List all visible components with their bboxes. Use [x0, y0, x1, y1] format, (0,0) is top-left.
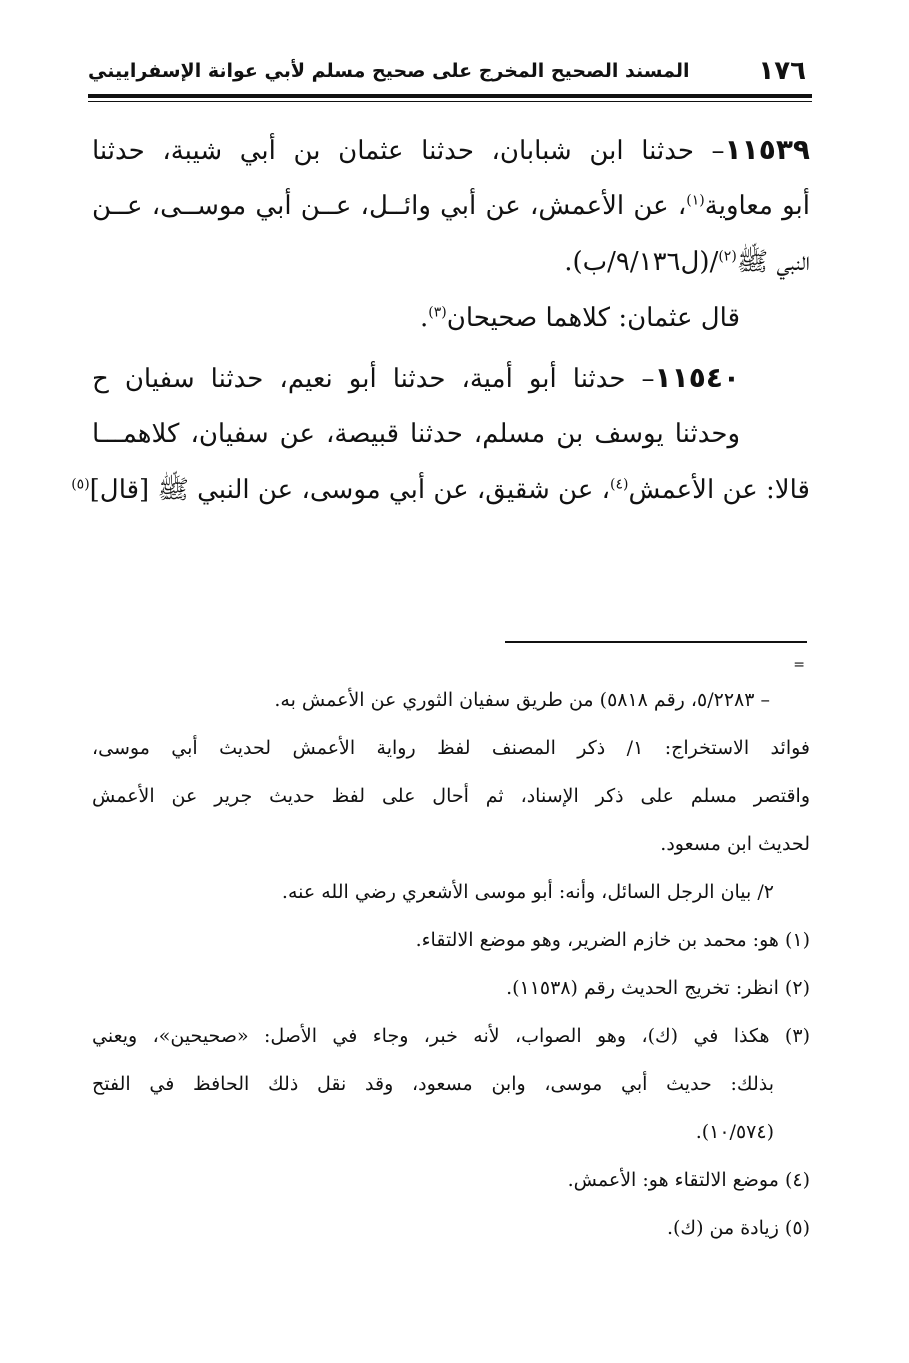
footnote-continuation: – ٥/٢٢٨٣، رقم ٥٨١٨) من طريق سفيان الثوري عن الأعمش به. [274, 689, 770, 711]
footnote-3-cont: (١٠/٥٧٤). [695, 1121, 774, 1143]
footnote-3-cont: بذلك: حديث أبي موسى، وابن مسعود، وقد نقل ذلك الحافظ في الفتح [92, 1073, 774, 1095]
hadith-11540-line-1 [92, 350, 810, 406]
footnote-ref: (٥) [71, 476, 90, 493]
footnote-3: (٣) هكذا في (ك)، وهو الصواب، لأنه خبر، وجاء في الأصل: «صحيحين»، ويعني [92, 1025, 810, 1047]
header-rule-thick [88, 94, 812, 98]
hadith-text: ، عن شقيق، عن أبي موسى، عن النبي ﷺ [قال] [89, 475, 610, 505]
footnote-1: (١) هو: محمد بن خازم الضرير، وهو موضع الالتقاء. [415, 929, 810, 951]
hadith-11540-line-2 [92, 406, 810, 462]
running-title: المسند الصحيح المخرج على صحيح مسلم لأبي عوانة الإسفراييني [88, 60, 690, 82]
hadith-11539-line-2 [92, 178, 810, 234]
hadith-11539-line-4 [92, 290, 810, 346]
hadith-11539-line-3 [92, 234, 810, 290]
hadith-text: ، عن الأعمش، عن أبي وائــل، عــن أبي موســى، عــن [92, 191, 687, 221]
footnotes [92, 676, 810, 1252]
footnote-ref: (٤) [610, 476, 629, 493]
hadith-text: أبو معاوية [704, 191, 811, 221]
benefits-line: فوائد الاستخراج: ١/ ذكر المصنف لفظ رواية الأعمش لحديث أبي موسى، [92, 737, 810, 759]
hadith-text: قالا: عن الأعمش [628, 475, 810, 505]
footnote-ref: (٢) [718, 248, 737, 265]
benefits-line: ٢/ بيان الرجل السائل، وأنه: أبو موسى الأشعري رضي الله عنه. [281, 881, 774, 903]
hadith-text: – حدثنا ابن شبابان، حدثنا عثمان بن أبي شيبة، حدثنا [92, 136, 725, 166]
header-rule-thin [88, 101, 812, 102]
page-number: ١٧٦ [758, 56, 806, 86]
benefits-line: لحديث ابن مسعود. [660, 833, 810, 855]
hadith-text: قال عثمان: كلاهما صحيحان [446, 303, 740, 333]
footnote-4: (٤) موضع الالتقاء هو: الأعمش. [567, 1169, 810, 1191]
hadith-text: النبي ﷺ [736, 247, 810, 277]
main-text [71, 122, 811, 518]
punctuation: . [420, 303, 429, 333]
footnote-2: (٢) انظر: تخريج الحديث رقم (١١٥٣٨). [506, 977, 810, 999]
continuation-mark: = [793, 657, 805, 673]
footnote-separator [505, 641, 807, 643]
footnote-5: (٥) زيادة من (ك). [666, 1217, 810, 1239]
hadith-11540-line-3 [71, 462, 810, 518]
footnote-ref: (٣) [428, 304, 447, 321]
hadith-text: وحدثنا يوسف بن مسلم، حدثنا قبيصة، عن سفيان، كلاهمـــا [92, 419, 740, 449]
hadith-text: – حدثنا أبو أمية، حدثنا أبو نعيم، حدثنا سفيان ح [92, 364, 655, 394]
manuscript-ref: /(ل٩/١٣٦/ب). [564, 247, 719, 277]
hadith-number: ١١٥٤٠ [654, 361, 740, 394]
footnote-ref: (١) [686, 192, 705, 209]
page-header [88, 52, 812, 90]
hadith-number: ١١٥٣٩ [724, 133, 810, 166]
hadith-11539-line-1 [92, 122, 810, 178]
benefits-line: واقتصر مسلم على ذكر الإسناد، ثم أحال على لفظ حديث جرير عن الأعمش [92, 785, 810, 807]
